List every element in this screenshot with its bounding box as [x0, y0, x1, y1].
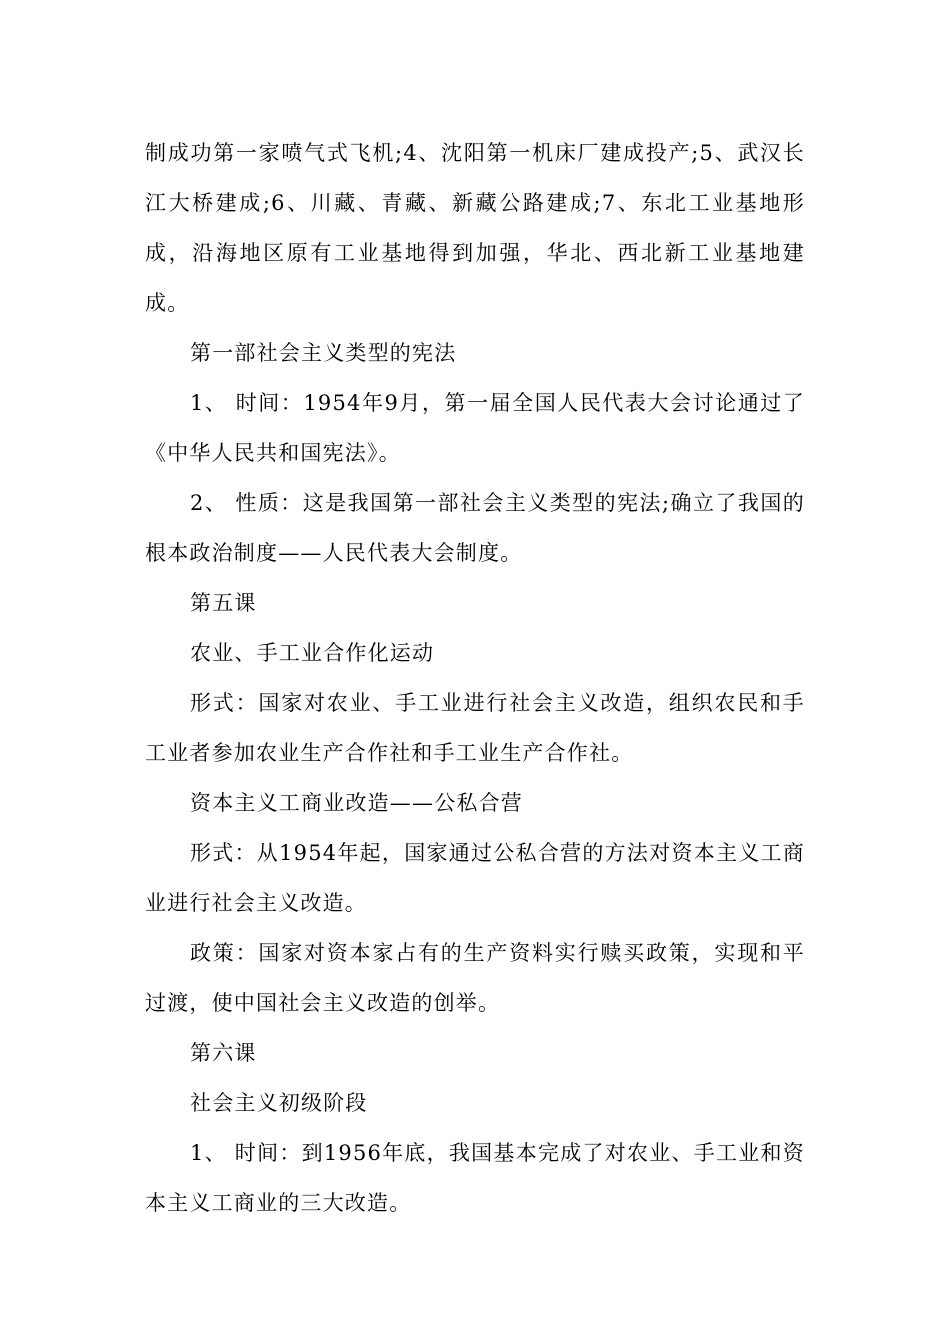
heading-lesson-six: 第六课 [190, 1041, 257, 1065]
heading-first-socialist-constitution: 第一部社会主义类型的宪法 [190, 341, 457, 365]
paragraph-capitalist-reform-form: 形式：从1954年起，国家通过公私合营的方法对资本主义工商业进行社会主义改造。 [145, 841, 805, 915]
heading-primary-stage-socialism: 社会主义初级阶段 [190, 1091, 368, 1115]
paragraph-constitution-nature: 2、 性质：这是我国第一部社会主义类型的宪法;确立了我国的根本政治制度——人民代表大会制度。 [145, 491, 805, 565]
paragraph-redemption-policy: 政策：国家对资本家占有的生产资料实行赎买政策，实现和平过渡，使中国社会主义改造的创举。 [145, 941, 805, 1015]
heading-cooperative-movement: 农业、手工业合作化运动 [190, 641, 435, 665]
heading-capitalist-reform: 资本主义工商业改造——公私合营 [190, 791, 523, 815]
paragraph-constitution-time: 1、 时间：1954年9月，第一届全国人民代表大会讨论通过了《中华人民共和国宪法》。 [145, 391, 805, 465]
paragraph-cooperative-form: 形式：国家对农业、手工业进行社会主义改造，组织农民和手工业者参加农业生产合作社和手工业生产合作社。 [145, 691, 805, 765]
document-body [145, 128, 805, 1228]
heading-lesson-five: 第五课 [190, 591, 257, 615]
paragraph-continued-achievements: 制成功第一家喷气式飞机;4、沈阳第一机床厂建成投产;5、武汉长江大桥建成;6、川藏、青藏、新藏公路建成;7、东北工业基地形成，沿海地区原有工业基地得到加强，华北、西北新工业基地建成。 [145, 141, 805, 315]
paragraph-primary-stage-time: 1、 时间：到1956年底，我国基本完成了对农业、手工业和资本主义工商业的三大改造。 [145, 1141, 805, 1215]
